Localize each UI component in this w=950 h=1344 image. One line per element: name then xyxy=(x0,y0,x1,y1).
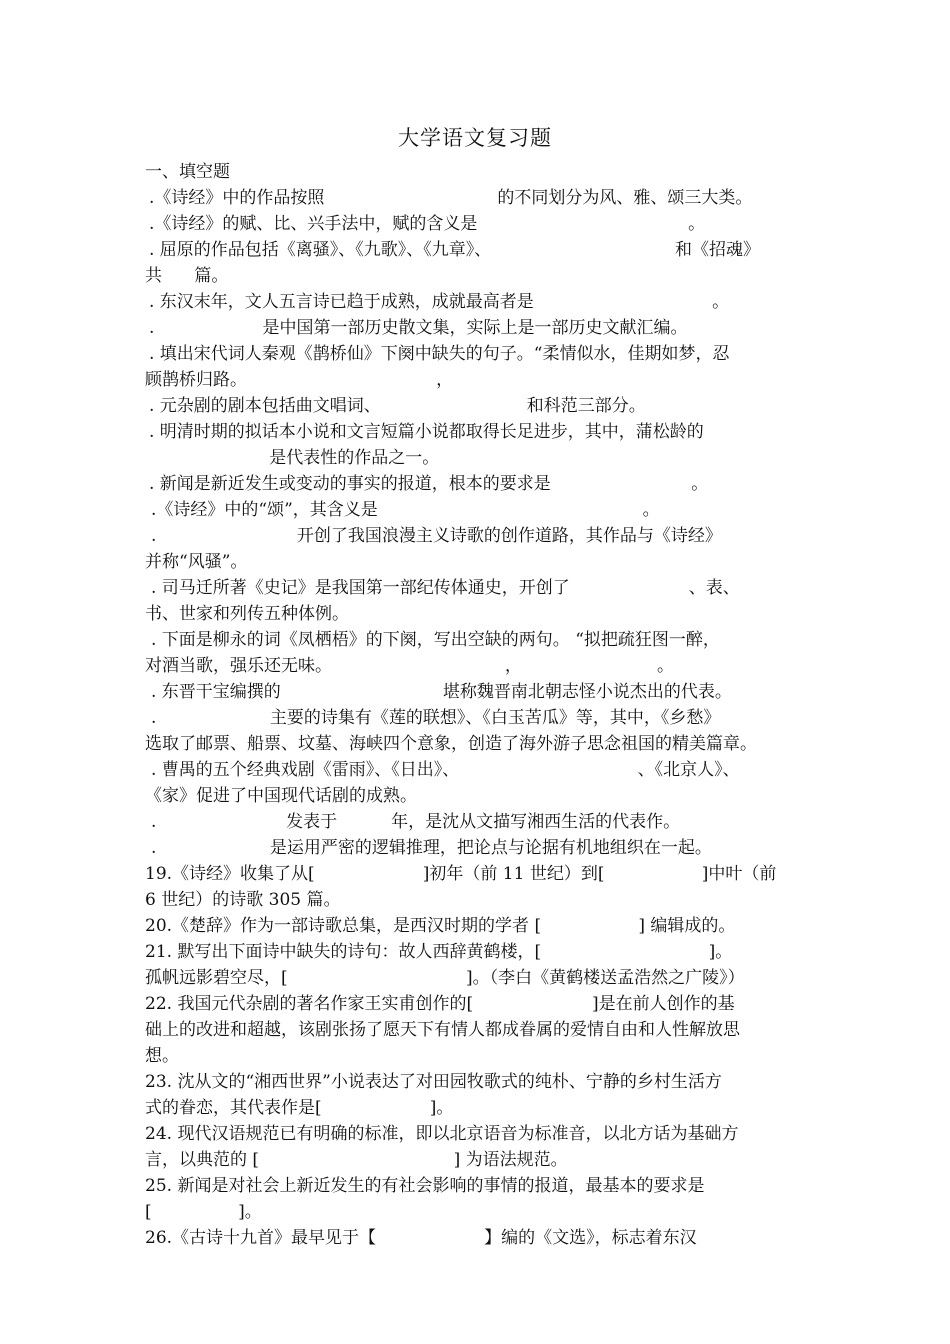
question-line: 20.《楚辞》作为一部诗歌总集，是西汉时期的学者 [ ] 编辑成的。 xyxy=(145,916,736,936)
question-line: . 明清时期的拟话本小说和文言短篇小说都取得长足进步，其中，蒲松龄的 xyxy=(149,422,704,442)
question-line: . 是中国第一部历史散文集，实际上是一部历史文献汇编。 xyxy=(149,318,688,338)
question-line: 26.《古诗十九首》最早见于【 】编的《文选》，标志着东汉 xyxy=(145,1228,697,1248)
question-line: 22. 我国元代杂剧的著名作家王实甫创作的[ ]是在前人创作的基 xyxy=(145,994,735,1014)
question-line: . 下面是柳永的词《凤栖梧》的下阕，写出空缺的两句。 “拟把疏狂图一醉， xyxy=(151,630,720,650)
question-line: [ ]。 xyxy=(145,1202,262,1222)
question-line: 顾鹊桥归路。 ， xyxy=(145,370,454,390)
question-line: 对酒当歌，强乐还无味。 ， 。 xyxy=(145,656,675,676)
question-line: . 屈原的作品包括《离骚》、《九歌》、《九章》、 和《招魂》 xyxy=(149,240,761,260)
question-line: . 新闻是新近发生或变动的事实的报道，根本的要求是 。 xyxy=(149,474,709,494)
question-line: . 发表于 年，是沈从文描写湘西生活的代表作。 xyxy=(151,812,681,832)
section-heading: 一、填空题 xyxy=(145,162,230,182)
question-line: . 是运用严密的逻辑推理，把论点与论据有机地组织在一起。 xyxy=(151,838,712,858)
question-line: 23. 沈从文的“湘西世界”小说表达了对田园牧歌式的纯朴、宁静的乡村生活方 xyxy=(145,1072,722,1092)
question-line: 选取了邮票、船票、坟墓、海峡四个意象，创造了海外游子思念祖国的精美篇章。 xyxy=(145,734,757,754)
question-line: 书、世家和列传五种体例。 xyxy=(145,604,349,624)
question-line: . 司马迁所著《史记》是我国第一部纪传体通史，开创了 、表、 xyxy=(151,578,740,598)
question-line: 共 篇。 xyxy=(145,266,229,286)
question-line: . 元杂剧的剧本包括曲文唱词、 和科范三部分。 xyxy=(149,396,646,416)
question-line: 《家》促进了中国现代话剧的成熟。 xyxy=(145,786,417,806)
question-line: 式的眷恋，其代表作是[ ]。 xyxy=(145,1098,454,1118)
question-line: .《诗经》中的作品按照 的不同划分为风、雅、颂三大类。 xyxy=(149,188,753,208)
question-line: 19.《诗经》收集了从[ ]初年（前 11 世纪）到[ ]中叶（前 xyxy=(145,864,777,884)
question-line: 6 世纪）的诗歌 305 篇。 xyxy=(145,890,341,910)
question-line: 想。 xyxy=(145,1046,179,1066)
question-line: . 东晋干宝编撰的 堪称魏晋南北朝志怪小说杰出的代表。 xyxy=(151,682,732,702)
question-line: . 主要的诗集有《莲的联想》、《白玉苦瓜》等，其中，《乡愁》 xyxy=(151,708,721,728)
question-line: . 开创了我国浪漫主义诗歌的创作道路，其作品与《诗经》 xyxy=(151,526,722,546)
question-line: 25. 新闻是对社会上新近发生的有社会影响的事情的报道，最基本的要求是 xyxy=(145,1176,705,1196)
question-line: . 东汉末年，文人五言诗已趋于成熟，成就最高者是 。 xyxy=(149,292,730,312)
question-line: 孤帆远影碧空尽，[ ]。（李白《黄鹤楼送孟浩然之广陵》） xyxy=(145,968,745,988)
page-title: 大学语文复习题 xyxy=(398,126,552,150)
question-line: 是代表性的作品之一。 xyxy=(145,448,440,468)
question-line: 础上的改进和超越，该剧张扬了愿天下有情人都成眷属的爱情自由和人性解放思 xyxy=(145,1020,740,1040)
question-line: .《诗经》中的“颂”，其含义是 。 xyxy=(151,500,660,520)
question-line: .《诗经》的赋、比、兴手法中，赋的含义是 。 xyxy=(149,214,706,234)
question-line: 并称“风骚”。 xyxy=(145,552,248,572)
question-line: . 曹禺的五个经典戏剧《雷雨》、《日出》、 、《北京人》、 xyxy=(151,760,740,780)
question-line: . 填出宋代词人秦观《鹊桥仙》下阕中缺失的句子。“柔情似水，佳期如梦，忍 xyxy=(149,344,730,364)
question-line: 言，以典范的 [ ] 为语法规范。 xyxy=(145,1150,568,1170)
question-line: 21. 默写出下面诗中缺失的诗句：故人西辞黄鹤楼，[ ]。 xyxy=(145,942,733,962)
question-line: 24. 现代汉语规范已有明确的标准，即以北京语音为标准音，以北方话为基础方 xyxy=(145,1124,739,1144)
